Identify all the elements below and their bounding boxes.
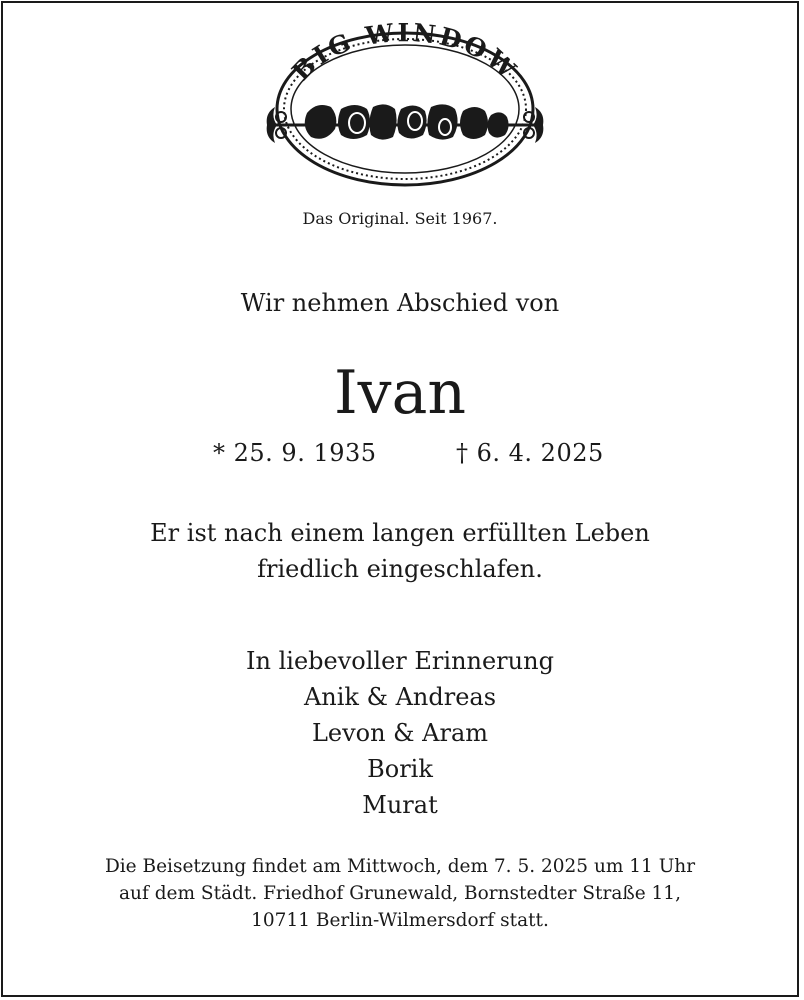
- burial-line: 10711 Berlin-Wilmersdorf statt.: [251, 910, 549, 931]
- mourner-name: Murat: [362, 791, 438, 819]
- burial-line: Die Beisetzung findet am Mittwoch, dem 7. 5. 2025 um 11 Uhr: [104, 856, 696, 877]
- remembrance-heading: In liebevoller Erinnerung: [246, 647, 554, 675]
- logo-brand-text: BIG WINDOW: [286, 17, 524, 87]
- skewer-icon: [267, 104, 544, 143]
- burial-line: auf dem Städt. Friedhof Grunewald, Bornstedter Straße 11,: [119, 883, 681, 904]
- memorial-phrase-line: friedlich eingeschlafen.: [257, 555, 543, 583]
- memorial-phrase-line: Er ist nach einem langen erfüllten Leben: [150, 519, 650, 547]
- burial-details: [3, 853, 797, 934]
- mourners-list: [3, 643, 797, 823]
- logo-tagline: Das Original. Seit 1967.: [302, 209, 498, 228]
- death-date: † 6. 4. 2025: [456, 439, 604, 467]
- memorial-phrase: [3, 515, 797, 587]
- obituary-notice: [1, 1, 799, 997]
- farewell-intro: Wir nehmen Abschied von: [240, 289, 560, 317]
- mourner-name: Anik & Andreas: [303, 683, 497, 711]
- mourner-name: Borik: [367, 755, 433, 783]
- mourner-name: Levon & Aram: [311, 719, 489, 747]
- deceased-name: Ivan: [333, 358, 466, 428]
- birth-date: * 25. 9. 1935: [213, 439, 377, 467]
- big-window-logo: [259, 17, 551, 189]
